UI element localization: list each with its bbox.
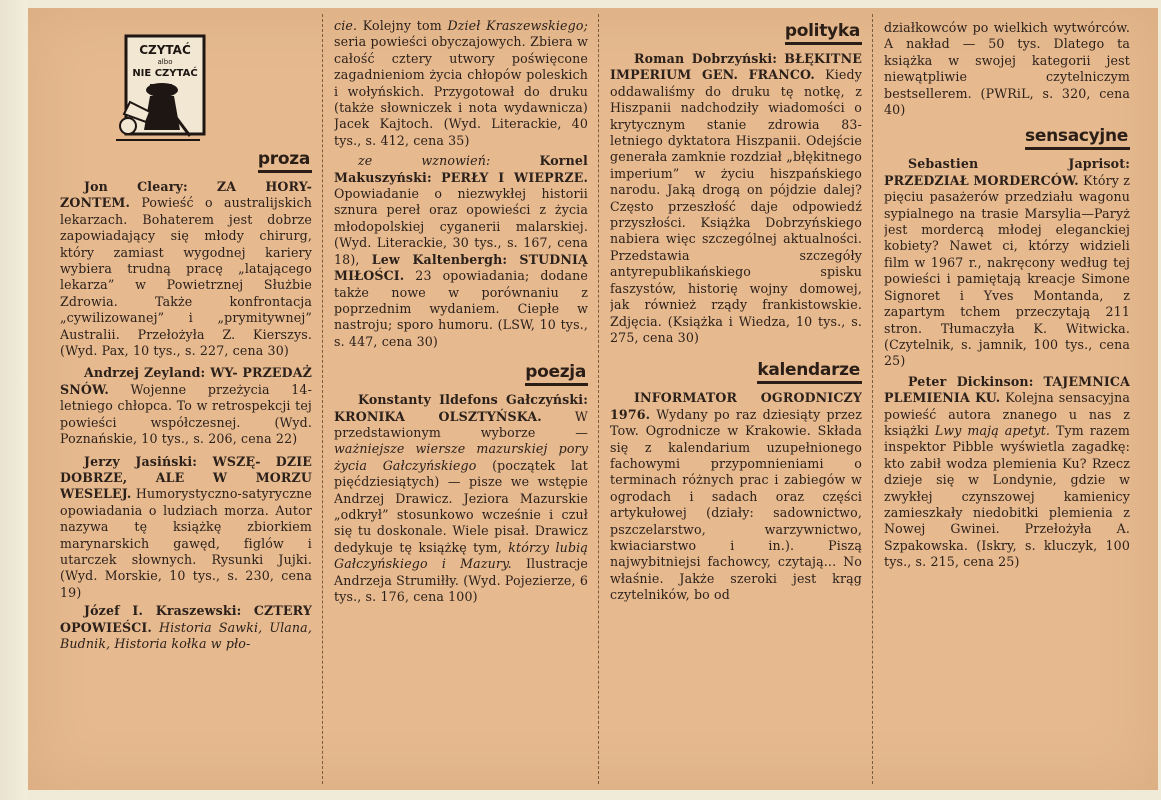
review-informator: [610, 390, 862, 603]
review-japrisot: [884, 156, 1130, 369]
column-divider: [322, 14, 323, 784]
book-title: PRZEDAŻ SNÓW.: [60, 365, 312, 397]
author-name: Józef I. Kraszewski:: [84, 603, 242, 619]
column-3: [610, 18, 862, 800]
author-name: Peter Dickinson:: [908, 373, 1034, 389]
book-title: CZTERY OPOWIEŚCI.: [60, 603, 312, 635]
review-text: seria powieści obyczajowych. Zbiera w całość cztery utwory poświęcone zagadnieniom życia chłopów poleskich i wołyńskich. Przygotował do druku (także słowniczek i nota wydawnicza) Jacek Kajtoch. (Wyd. Literackie, 40 tys., s. 412, cena 35): [334, 34, 588, 148]
review-text: Kiedy oddawaliśmy do druku tę notkę, z Hiszpanii nadchodziły wiadomości o krytycznym stanie zdrowia 83-letniego dyktatora Hiszpanii. Odejście generała zamknie rozdział „błękitnego imperium” w życiu hiszpańskiego narodu. Jaką drogą on pójdzie dalej? Często przeszłość daje odpowiedź przyszłości. Książka Dobrzyńskiego nabiera więc szczególnej aktualności. Przedstawia szczegóły antyrepublikańskiego spisku faszystów, historię wojny domowej, jak również rządy frankistowskie. Zdjęcia. (Książka i Wiedza, 10 tys., s. 275, cena 30): [610, 67, 862, 345]
author-name: Andrzej Zeyland: WY-: [84, 365, 238, 381]
review-text: Wydany po raz dziesiąty przez Tow. Ogrodnicze w Krakowie. Składa się z kalendarium uzupełnionego fachowymi przypomnieniami o terminach różnych prac i zabiegów w ogrodach i sadach oraz części artykułowej (działy: sadownictwo, pszczelarstwo, warzywnictwo, kwiaciarstwo i in.). Piszą najwybitniejsi fachowcy, czytają... No właśnie. Jakże szeroki jest krąg czytelników, bo od: [610, 406, 862, 603]
book-title: BŁĘKITNE IMPERIUM GEN. FRANCO.: [610, 51, 862, 83]
review-cleary: [60, 179, 312, 359]
section-header-polityka: polityka: [610, 21, 862, 45]
review-makuszynski: [334, 153, 588, 350]
author-name: Konstanty Ildefons Gałczyński:: [358, 392, 588, 408]
review-text: którzy lubią Gałczyńskiego i Mazury.: [334, 539, 588, 572]
column-1: [60, 0, 312, 790]
author-name: Jon Cleary: ZA HORY-: [84, 179, 312, 194]
review-text: Opowiadanie o niezwykłej historii sznura pereł oraz opowieści z życia młodopolskiej cyganerii malarskiej. (Wyd. Literackie, 30 tys., s. 167, cena 18),: [334, 186, 588, 267]
review-text: Lwy mają apetyt.: [934, 422, 1051, 438]
section-header-sensacyjne: sensacyjne: [884, 126, 1130, 150]
review-text: Powieść o australijskich lekarzach. Bohaterem jest dobrze zapowiadający się młody chirurg, który zamiast wygodnej kariery wybiera trudną pracę „latającego lekarza” w Powietrznej Służbie Zdrowia. Także konfrontacja „cywilizowanej” i „prymitywnej” Australii. Przełożyła Z. Kierszys. (Wyd. Pax, 10 tys., s. 227, cena 30): [60, 195, 312, 359]
column-divider: [598, 14, 599, 784]
logo-line3: NIE CZYTAĆ: [132, 68, 198, 79]
author-name: Roman Dobrzyński:: [634, 51, 778, 66]
review-text: Ilustracje Andrzeja Strumiłły. (Wyd. Pojezierze, 6 tys., s. 176, cena 100): [334, 556, 588, 604]
column-4: [884, 20, 1130, 800]
review-text: Kolejny tom: [362, 18, 442, 33]
review-dobrzynski: [610, 51, 862, 346]
column-divider: [872, 14, 873, 784]
section-header-proza: proza: [60, 149, 312, 173]
logo-line2: albo: [157, 58, 173, 66]
book-title: INFORMATOR OGRODNICZY 1976.: [610, 390, 862, 422]
column-2: [334, 18, 588, 800]
review-informator-continued: [884, 20, 1130, 118]
review-jasinski: [60, 454, 312, 602]
author-name: Sebastien Japrisot:: [908, 156, 1130, 172]
review-text: Który z pięciu pasażerów przedziału wagonu sypialnego na trasie Marsylia—Paryż jest mordercą młodej eleganckiej kobiety? Nawet ci, którzy widzieli film w 1967 r., nakręcony według tej powieści i pamiętają kreacje Simone Signoret i Yves Montanda, z zapartym tchem przeczytają 211 stron. Tłumaczyła K. Witwicka. (Czytelnik, s. jamnik, 100 tys., cena 25): [884, 172, 1130, 369]
review-kraszewski: [60, 603, 312, 652]
author-name: Lew Kaltenbergh:: [371, 251, 508, 267]
review-text: Dzieł Kraszewskiego;: [447, 18, 588, 33]
review-text: ważniejsze wiersze mazurskiej pory życia Gałczyńskiego: [334, 441, 588, 473]
review-text: cie.: [334, 18, 358, 33]
logo-line1: CZYTAĆ: [139, 43, 191, 57]
book-title: PRZEDZIAŁ MORDERCÓW.: [884, 172, 1079, 188]
book-title: TAJEMNICA PLEMIENIA KU.: [884, 373, 1130, 406]
page-margin: [0, 0, 28, 800]
review-text: Humorystyczno-satyryczne opowiadania o ludziach morza. Autor nazywa tę książkę zbiorkiem marynarskich gawęd, figlów i utarczek słownych. Rysunki Jujki. (Wyd. Morskie, 10 tys., s. 230, cena 19): [60, 486, 312, 600]
book-title: KRONIKA OLSZTYŃSKA.: [334, 408, 542, 424]
section-header-kalendarze: kalendarze: [610, 360, 862, 384]
book-title: ZONTEM.: [60, 195, 131, 211]
book-title: STUDNIĄ MIŁOŚCI.: [334, 251, 588, 284]
review-text: Wojenne przeżycia 14-letniego chłopca. To w retrospekcji tej powieści współczesnej. (Wyd. Poznańskie, 10 tys., s. 206, cena 22): [60, 381, 312, 447]
review-text: działkowców po wielkich wytwórców. A nakład — 50 tys. Dlatego ta książka w swojej kategorii jest niewątpliwie czytelniczym bestsellerem. (PWRiL, s. 320, cena 40): [884, 20, 1130, 118]
author-name: Kornel Makuszyński:: [334, 153, 588, 185]
review-text: 23 opowiadania; dodane także nowe w porównaniu z poprzednim wydaniem. Ciepłe w nastroju; sporo humoru. (LSW, 10 tys., s. 447, cena 30): [334, 268, 588, 349]
review-dickinson: [884, 374, 1130, 571]
review-zeyland: [60, 365, 312, 447]
review-galczynski: [334, 392, 588, 605]
subheading-wznowien: ze wznowień:: [358, 153, 491, 169]
section-header-poezja: poezja: [334, 362, 588, 386]
author-name: Jerzy Jasiński: WSZĘ-: [84, 453, 261, 469]
review-text: W przedstawionym wyborze —: [334, 408, 588, 440]
review-text: Kolejna sensacyjna powieść autora znanego u nas z książki: [884, 390, 1130, 438]
review-text: Historia Sawki, Ulana, Budnik, Historia kołka w pło-: [60, 619, 312, 651]
review-text: Tym razem inspektor Pibble wyświetla zagadkę: kto zabił wodza plemienia Ku? Rzecz dzieje się w Londynie, gdzie w zwykłej czynszowej kamienicy zamieszkały niedobitki plemienia z Nowej Gwinei. Przełożyła A. Szpakowska. (Iskry, s. kluczyk, 100 tys., s. 215, cena 25): [884, 422, 1130, 570]
book-title: DZIE DOBRZE, ALE W MORZU WESELEJ.: [60, 453, 312, 502]
book-title: PERŁY I WIEPRZE.: [441, 169, 588, 185]
review-text: (początek lat pięćdziesiątych) — pisze we wstępie Andrzej Drawicz. Jeziora Mazurskie „odkrył” stosunkowo wcześnie i czuł się tu doskonale. Wiele pisał. Drawicz dedykuje tę książkę tym,: [334, 457, 588, 555]
review-kraszewski-continued: [334, 18, 588, 149]
